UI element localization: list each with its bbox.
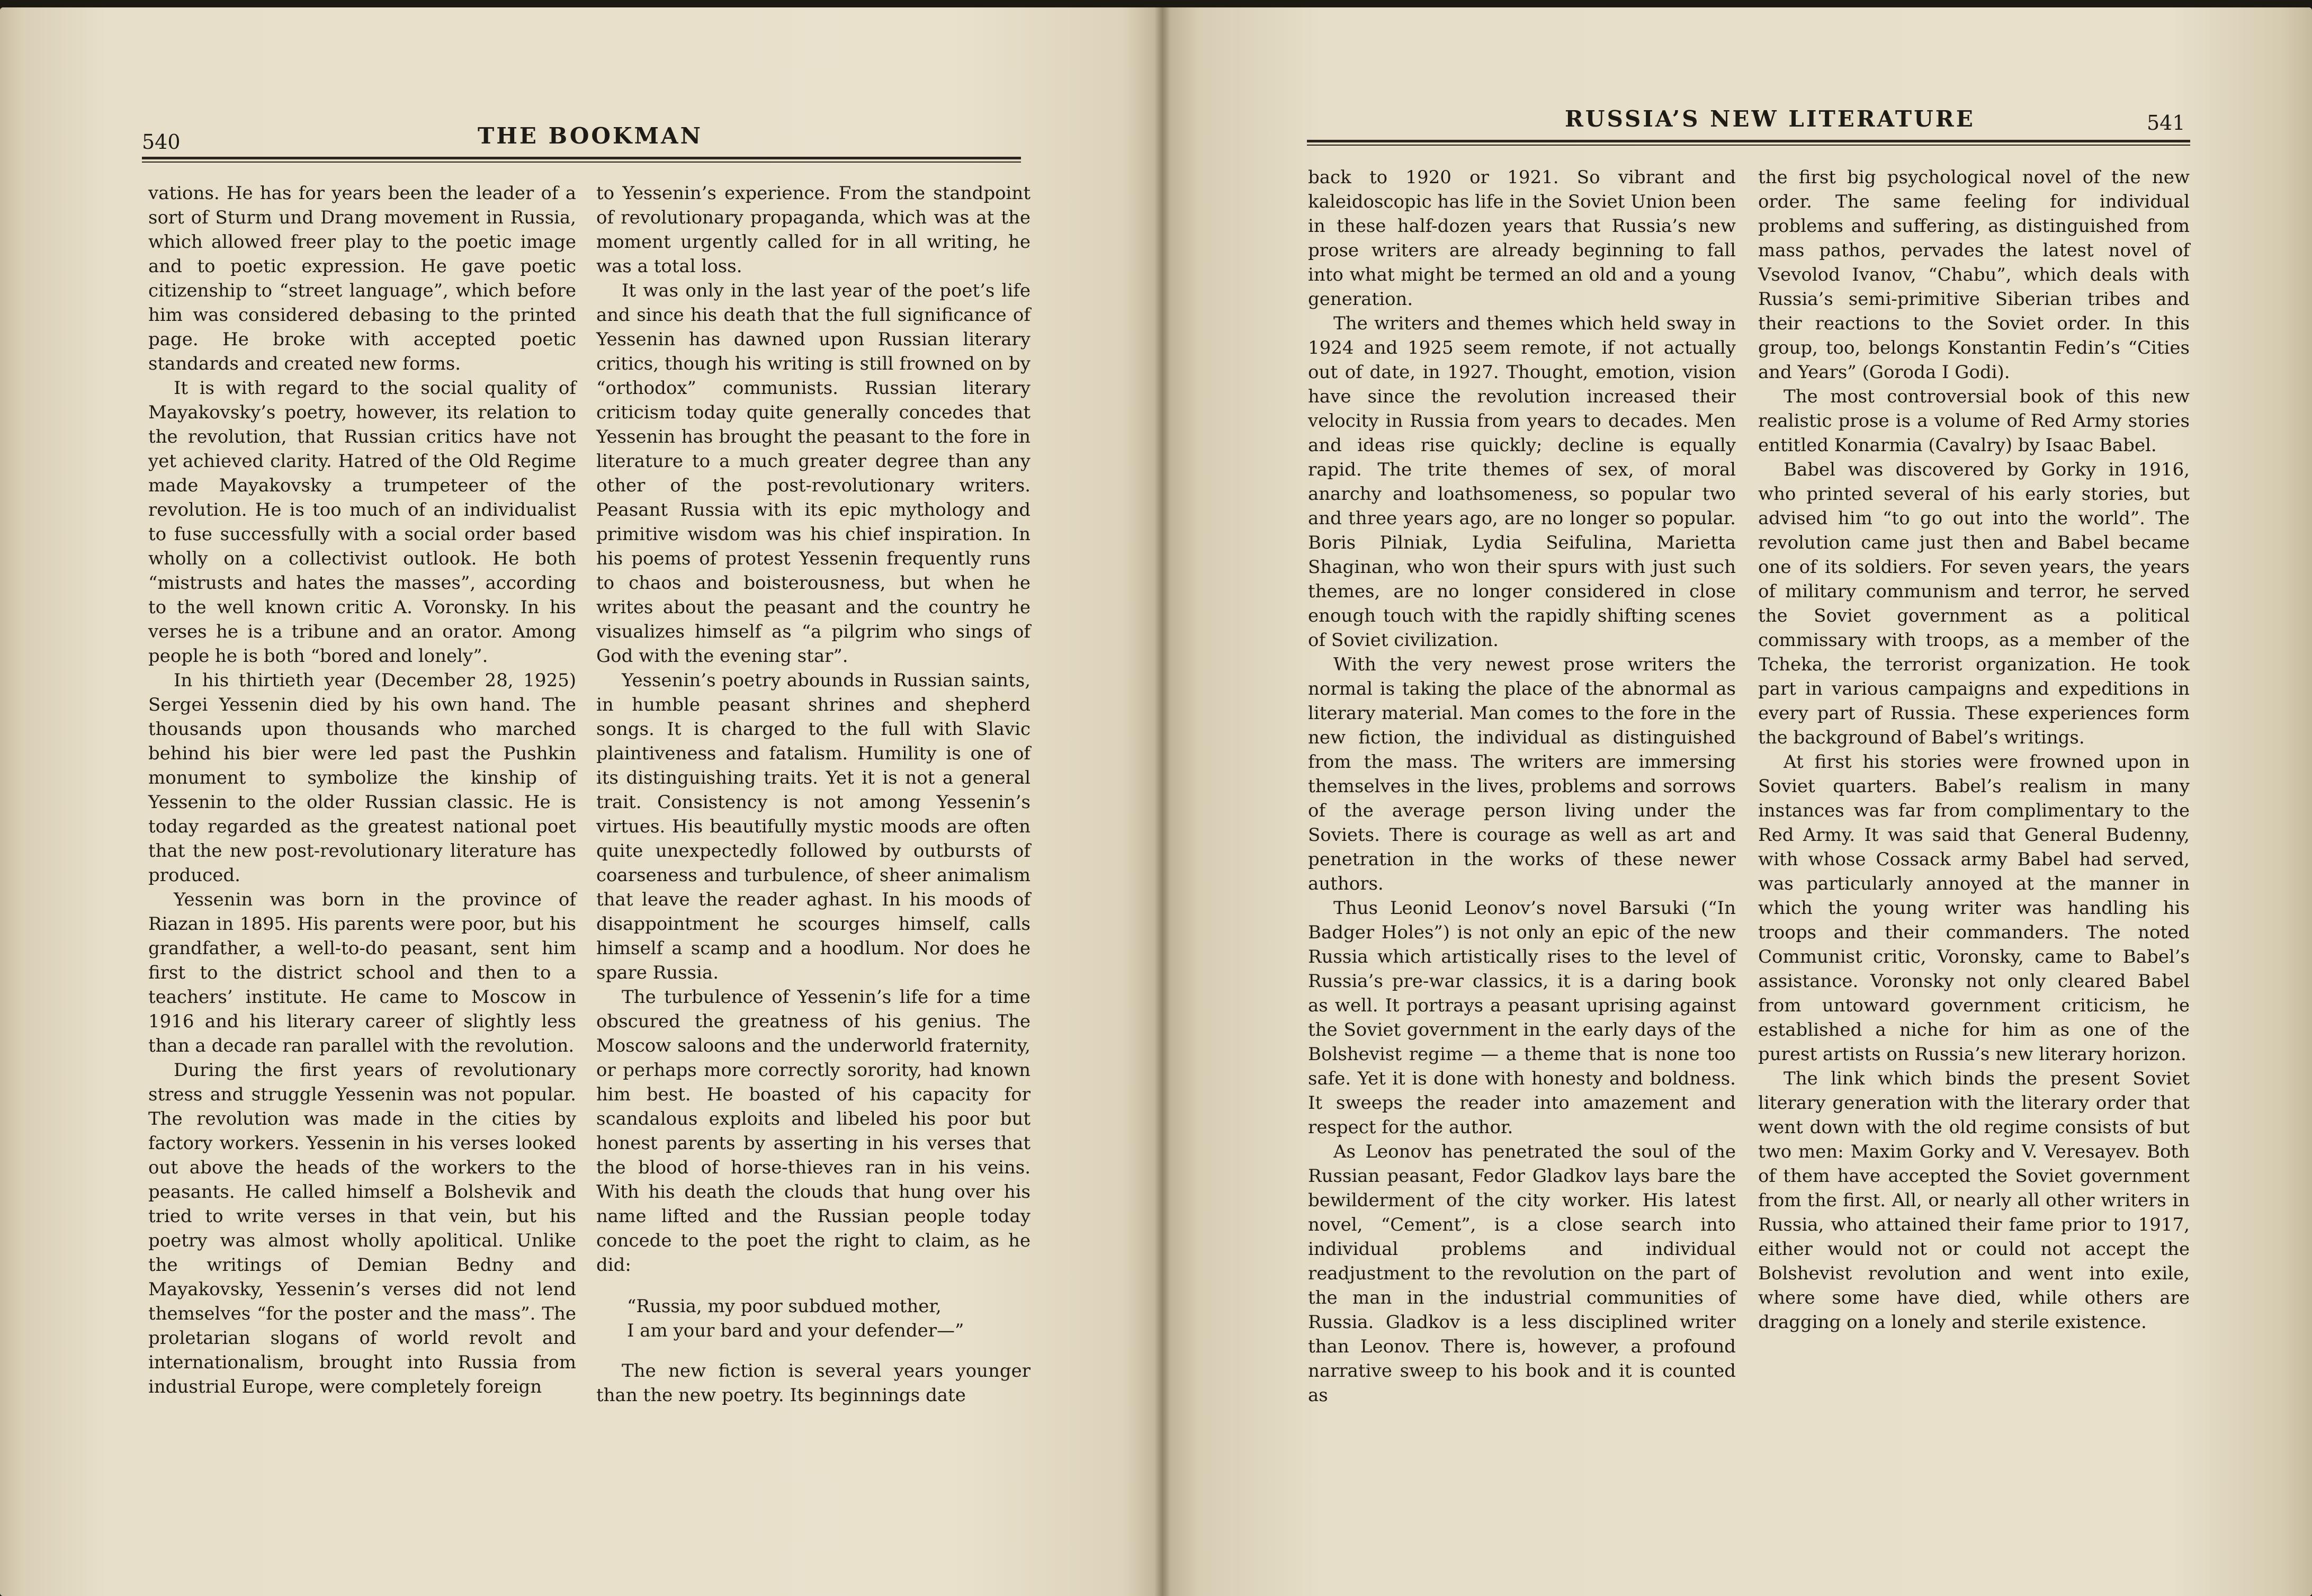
left-header-rule	[142, 157, 1021, 163]
paragraph: vations. He has for years been the leader of a sort of Sturm und Drang movement in Russia, which allowed freer play to the poetic image and to poetic expression. He gave poetic citizenship to “street language”, which before him was considered debasing to the printed page. He broke with accepted poetic standards and created new forms.	[148, 183, 576, 374]
paragraph: The new fiction is several years younger than the new poetry. Its beginnings date	[596, 1360, 1030, 1406]
poem-quote	[627, 1294, 1030, 1343]
left-running-head: THE BOOKMAN	[478, 123, 703, 149]
paragraph: As Leonov has penetrated the soul of the Russian peasant, Fedor Gladkov lays bare the bewilderment of the city worker. His latest novel, “Cement”, is a close search into individual problems and individual readjustment to the revolution on the part of the man in the industrial communities of Russia. Gladkov is a less disciplined writer than Leonov. There is, however, a profound narrative sweep to his book and it is counted as	[1308, 1141, 1736, 1406]
paragraph: It is with regard to the social quality of Mayakovsky’s poetry, however, its relation to the revolution, that Russian critics have not yet achieved clarity. Hatred of the Old Regime made Mayakovsky a trumpeteer of the revolution. He is too much of an individualist to fuse successfully with a social order based wholly on a collectivist outlook. He both “mistrusts and hates the masses”, according to the well known critic A. Voronsky. In his verses he is a tribune and an orator. Among people he is both “bored and lonely”.	[148, 378, 576, 667]
paragraph: The writers and themes which held sway in 1924 and 1925 seem remote, if not actually out of date, in 1927. Thought, emotion, vision have since the revolution increased their velocity in Russia from years to decades. Men and ideas rise quickly; decline is equally rapid. The trite themes of sex, of moral anarchy and loathsomeness, so popular two and three years ago, are no longer so popular. Boris Pilniak, Lydia Seifulina, Marietta Shaginan, who won their spurs with just such themes, are no longer considered in close enough touch with the rapidly shifting scenes of Soviet civilization.	[1308, 313, 1736, 651]
paragraph: Yessenin was born in the province of Riazan in 1895. His parents were poor, but his grandfather, a well-to-do peasant, sent him first to the district school and then to a teachers’ institute. He came to Moscow in 1916 and his literary career of slightly less than a decade ran parallel with the revolution.	[148, 889, 576, 1056]
paragraph: Yessenin’s poetry abounds in Russian saints, in humble peasant shrines and shepherd songs. It is charged to the full with Slavic plaintiveness and fatalism. Humility is one of its distinguishing traits. Yet it is not a general trait. Consistency is not among Yessenin’s virtues. His beautifully mystic moods are often quite unexpectedly followed by outbursts of coarseness and turbulence, of sheer animalism that leave the reader aghast. In his moods of disappointment he scourges himself, calls himself a scamp and a hoodlum. Nor does he spare Russia.	[596, 670, 1030, 983]
right-column-2	[1758, 165, 2190, 1334]
paragraph: to Yessenin’s experience. From the standpoint of revolutionary propaganda, which was at the moment urgently called for in all writing, he was a total loss.	[596, 183, 1030, 277]
paragraph: At first his stories were frowned upon in Soviet quarters. Babel’s realism in many instances was far from complimentary to the Red Army. It was said that General Budenny, with whose Cossack army Babel had served, was particularly annoyed at the manner in which the young writer was handling his troops and their commanders. The noted Communist critic, Voronsky, came to Babel’s assistance. Voronsky not only cleared Babel from untoward government criticism, he established a niche for him as one of the purest artists on Russia’s new literary horizon.	[1758, 751, 2190, 1065]
paragraph: In his thirtieth year (December 28, 1925) Sergei Yessenin died by his own hand. The thousands upon thousands who marched behind his bier were led past the Pushkin monument to symbolize the kinship of Yessenin to the older Russian classic. He is today regarded as the greatest national poet that the new post-revolutionary literature has produced.	[148, 670, 576, 886]
paragraph: the first big psychological novel of the new order. The same feeling for individual problems and suffering, as distinguished from mass pathos, pervades the latest novel of Vsevolod Ivanov, “Chabu”, which deals with Russia’s semi-primitive Siberian tribes and their reactions to the Soviet order. In this group, too, belongs Konstantin Fedin’s “Cities and Years” (Goroda I Godi).	[1758, 167, 2190, 383]
left-column-1	[148, 181, 576, 1399]
right-running-head: RUSSIA’S NEW LITERATURE	[1565, 106, 1975, 132]
quote-line: I am your bard and your defender—”	[627, 1320, 964, 1341]
left-page-number: 540	[142, 130, 181, 154]
paragraph: The link which binds the present Soviet literary generation with the literary order that went down with the old regime consists of but two men: Maxim Gorky and V. Veresayev. Both of them have accepted the Soviet government from the first. All, or nearly all other writers in Russia, who attained their fame prior to 1917, either would not or could not accept the Bolshevist revolution and went into exile, where some have died, while others are dragging on a lonely and sterile existence.	[1758, 1068, 2190, 1333]
quote-line: “Russia, my poor subdued mother,	[627, 1296, 942, 1317]
left-column-2	[596, 181, 1030, 1407]
paragraph: With the very newest prose writers the normal is taking the place of the abnormal as literary material. Man comes to the fore in the new fiction, the individual as distinguished from the mass. The writers are immersing themselves in the lives, problems and sorrows of the average person living under the Soviets. There is courage as well as art and penetration in the works of these newer authors.	[1308, 654, 1736, 894]
paragraph: Babel was discovered by Gorky in 1916, who printed several of his early stories, but advised him “to go out into the world”. The revolution came just then and Babel became one of its soldiers. For seven years, the years of military communism and terror, he served the Soviet government as a political commissary with troops, as a member of the Tcheka, the terrorist organization. He took part in various campaigns and expeditions in every part of Russia. These experiences form the background of Babel’s writings.	[1758, 459, 2190, 748]
paragraph: It was only in the last year of the poet’s life and since his death that the full significance of Yessenin has dawned upon Russian literary critics, though his writing is still frowned on by “orthodox” communists. Russian literary criticism today quite generally concedes that Yessenin has brought the peasant to the fore in literature to a much greater degree than any other of the post-revolutionary writers. Peasant Russia with its epic mythology and primitive wisdom was his chief inspiration. In his poems of protest Yessenin frequently runs to chaos and boisterousness, but when he writes about the peasant and the country he visualizes himself as “a pilgrim who sings of God with the evening star”.	[596, 280, 1030, 667]
paragraph: Thus Leonid Leonov’s novel Barsuki (“In Badger Holes”) is not only an epic of the new Russia which artistically rises to the level of Russia’s pre-war classics, it is a daring book as well. It portrays a peasant uprising against the Soviet government in the early days of the Bolshevist regime — a theme that is none too safe. Yet it is done with honesty and boldness. It sweeps the reader into amazement and respect for the author.	[1308, 898, 1736, 1138]
paragraph: back to 1920 or 1921. So vibrant and kaleidoscopic has life in the Soviet Union been in these half-dozen years that Russia’s new prose writers are already beginning to fall into what might be termed an old and a young generation.	[1308, 167, 1736, 310]
book-gutter	[1154, 7, 1170, 1596]
right-column-1	[1308, 165, 1736, 1407]
book-spread	[0, 7, 2312, 1596]
right-header-rule	[1307, 140, 2190, 146]
paragraph: The most controversial book of this new realistic prose is a volume of Red Army stories entitled Konarmia (Cavalry) by Isaac Babel.	[1758, 386, 2190, 456]
paragraph: The turbulence of Yessenin’s life for a time obscured the greatness of his genius. The Moscow saloons and the underworld fraternity, or perhaps more correctly sorority, had known him best. He boasted of his capacity for scandalous exploits and libeled his poor but honest parents by asserting in his verses that the blood of horse-thieves ran in his veins. With his death the clouds that hung over his name lifted and the Russian people today concede to the poet the right to claim, as he did:	[596, 987, 1030, 1276]
right-page-number: 541	[2147, 111, 2185, 135]
paragraph: During the first years of revolutionary stress and struggle Yessenin was not popular. The revolution was made in the cities by factory workers. Yessenin in his verses looked out above the heads of the workers to the peasants. He called himself a Bolshevik and tried to write verses in that vein, but his poetry was almost wholly apolitical. Unlike the writings of Demian Bedny and Mayakovsky, Yessenin’s verses did not lend themselves “for the poster and the mass”. The proletarian slogans of world revolt and internationalism, brought into Russia from industrial Europe, were completely foreign	[148, 1060, 576, 1397]
